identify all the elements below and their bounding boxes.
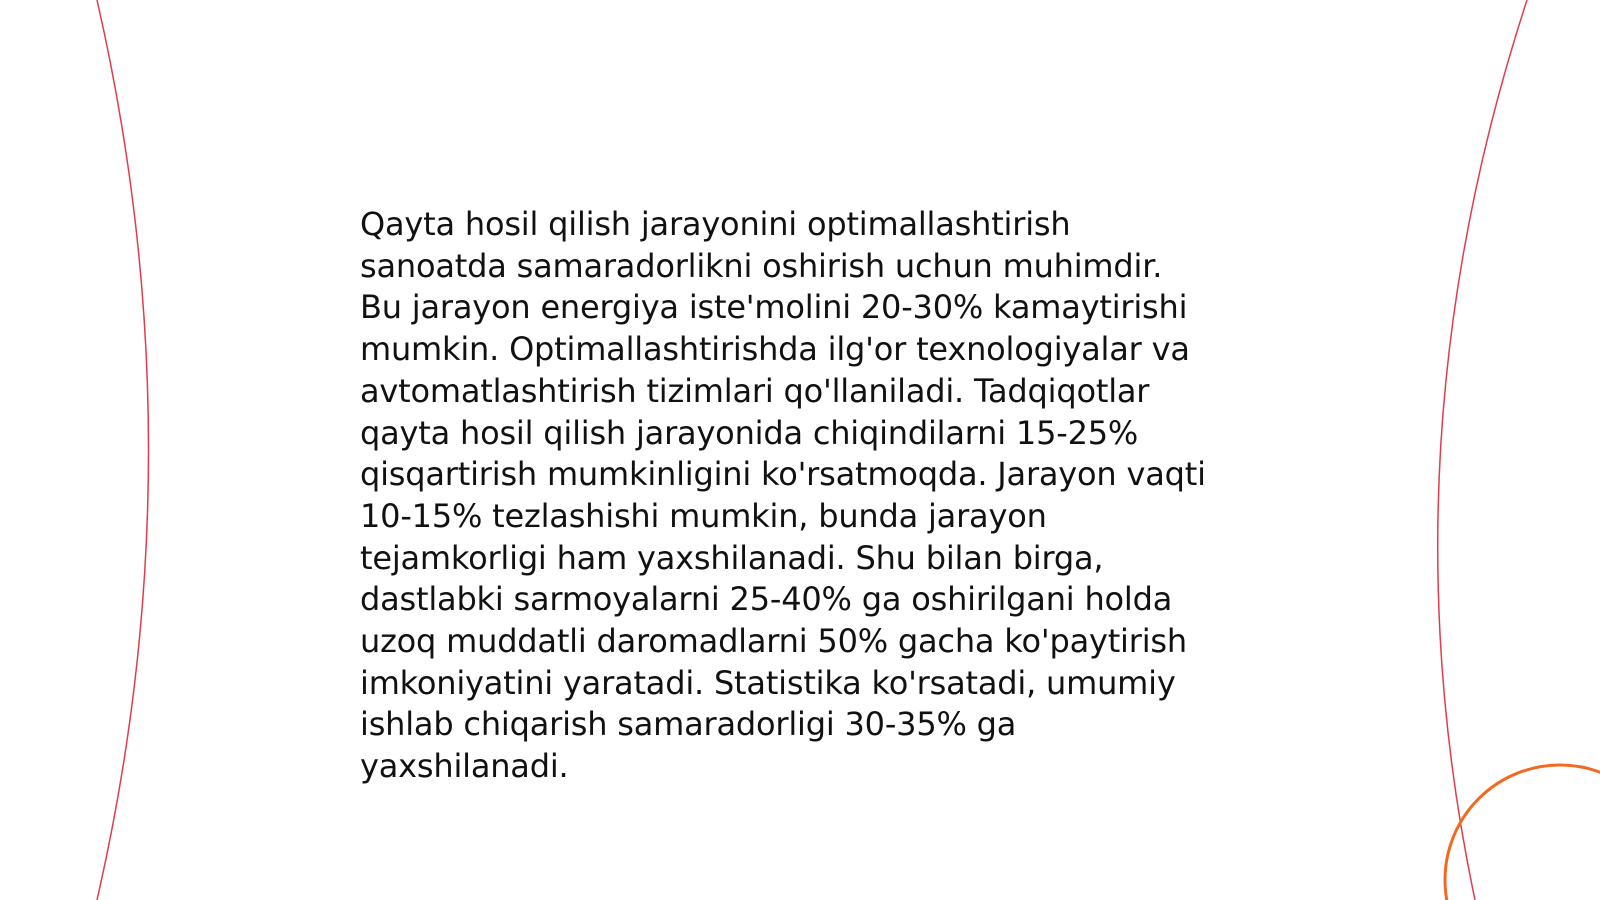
body-paragraph [360,204,1240,788]
paragraph-line: qayta hosil qilish jarayonida chiqindilarni 15-25% [360,413,1139,452]
paragraph-line: ishlab chiqarish samaradorligi 30-35% ga [360,705,1017,744]
paragraph-line: imkoniyatini yaratadi. Statistika ko'rsatadi, umumiy [360,663,1176,702]
left-curve [97,0,149,900]
paragraph-line: 10-15% tezlashishi mumkin, bunda jarayon [360,496,1047,535]
paragraph-line: avtomatlashtirish tizimlari qo'llaniladi. Tadqiqotlar [360,371,1150,410]
paragraph-line: yaxshilanadi. [360,747,569,786]
orange-circle [1445,765,1600,900]
paragraph-line: qisqartirish mumkinligini ko'rsatmoqda. Jarayon vaqti [360,455,1206,494]
paragraph-line: mumkin. Optimallashtirishda ilg'or texnologiyalar va [360,330,1190,369]
paragraph-line: Bu jarayon energiya iste'molini 20-30% kamaytirishi [360,288,1188,327]
paragraph-line: tejamkorligi ham yaxshilanadi. Shu bilan birga, [360,538,1104,577]
paragraph-line: dastlabki sarmoyalarni 25-40% ga oshirilgani holda [360,580,1173,619]
right-curve [1438,0,1527,900]
paragraph-line: Qayta hosil qilish jarayonini optimallashtirish [360,205,1071,243]
paragraph-line: uzoq muddatli daromadlarni 50% gacha ko'paytirish [360,622,1187,661]
paragraph-line: sanoatda samaradorlikni oshirish uchun muhimdir. [360,246,1163,285]
